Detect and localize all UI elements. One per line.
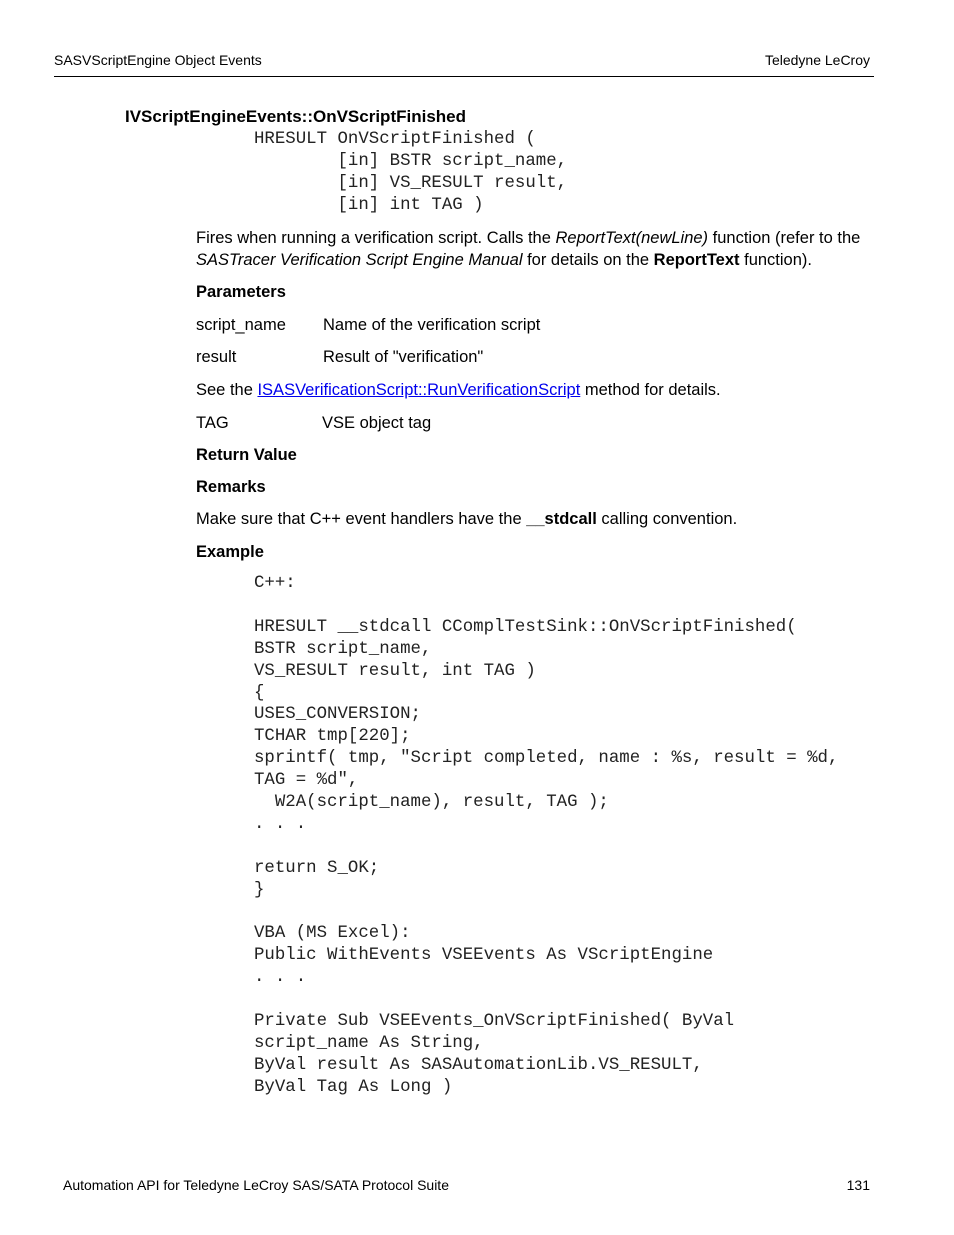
code-line: { [254,683,265,703]
code-line: } [254,880,265,900]
code-line: VBA (MS Excel): [254,924,411,944]
param-name: result [196,348,237,366]
report-text-ref: ReportText(newLine) [555,229,709,247]
code-line: USES_CONVERSION; [254,705,421,725]
code-line: W2A(script_name), result, TAG ); [254,793,609,813]
code-line [254,989,838,1011]
code-line: HRESULT __stdcall CComplTestSink::OnVScriptFinished( [254,617,797,637]
code-line: script_name As String, [254,1033,484,1053]
code-line [254,836,838,858]
example-heading: Example [196,543,264,561]
remarks-heading: Remarks [196,478,266,496]
page-number: 131 [846,1177,870,1193]
section-title: IVScriptEngineEvents::OnVScriptFinished [125,107,466,126]
code-line: ByVal result As SASAutomationLib.VS_RESULT, [254,1055,703,1075]
param-name: TAG [196,414,229,432]
method-signature [254,129,567,217]
example-code-block [254,573,838,1099]
code-line [254,902,838,924]
code-line: return S_OK; [254,858,380,878]
header-company: Teledyne LeCroy [764,52,870,68]
code-line [254,595,838,617]
signature-line: [in] BSTR script_name, [254,151,568,171]
code-line: Public WithEvents VSEEvents As VScriptEngine [254,946,714,966]
parameters-heading: Parameters [196,283,286,301]
param-name: script_name [196,316,286,334]
code-line: BSTR script_name, [254,639,432,659]
footer-title: Automation API for Teledyne LeCroy SAS/SATA Protocol Suite [63,1177,449,1193]
run-verification-script-link[interactable]: ISASVerificationScript::RunVerificationScript [257,381,581,399]
return-value-heading: Return Value [196,446,297,464]
code-line: TCHAR tmp[220]; [254,727,411,747]
signature-line: [in] int TAG ) [254,195,484,215]
code-line: ByVal Tag As Long ) [254,1077,453,1097]
code-line: . . . [254,968,307,988]
code-line: sprintf( tmp, "Script completed, name : %s, result = %d, [254,749,839,769]
header-title: SASVScriptEngine Object Events [54,52,262,68]
code-line: VS_RESULT result, int TAG ) [254,661,536,681]
param-description: Name of the verification script [323,316,541,334]
code-line: TAG = %d", [254,771,359,791]
description-paragraph: Fires when running a verification script. Calls the ReportText(newLine) function (refer to the SASTracer Verification Script Engine Manual for details on the ReportText function). [196,229,861,269]
stdcall-keyword: __stdcall [526,510,597,528]
manual-title: SASTracer Verification Script Engine Manual [196,251,523,269]
report-text-keyword: ReportText [653,251,740,269]
param-description: Result of "verification" [323,348,484,366]
header-divider [54,76,874,77]
param-description: VSE object tag [322,414,432,432]
remarks-text: Make sure that C++ event handlers have the __stdcall calling convention. [196,510,738,528]
code-line: Private Sub VSEEvents_OnVScriptFinished( ByVal [254,1012,735,1032]
signature-line: HRESULT OnVScriptFinished ( [254,130,536,149]
see-also-line: See the ISASVerificationScript::RunVerificationScript method for details. [196,381,721,399]
signature-line: [in] VS_RESULT result, [254,173,568,193]
code-line: C++: [254,574,296,593]
code-line: . . . [254,814,307,834]
